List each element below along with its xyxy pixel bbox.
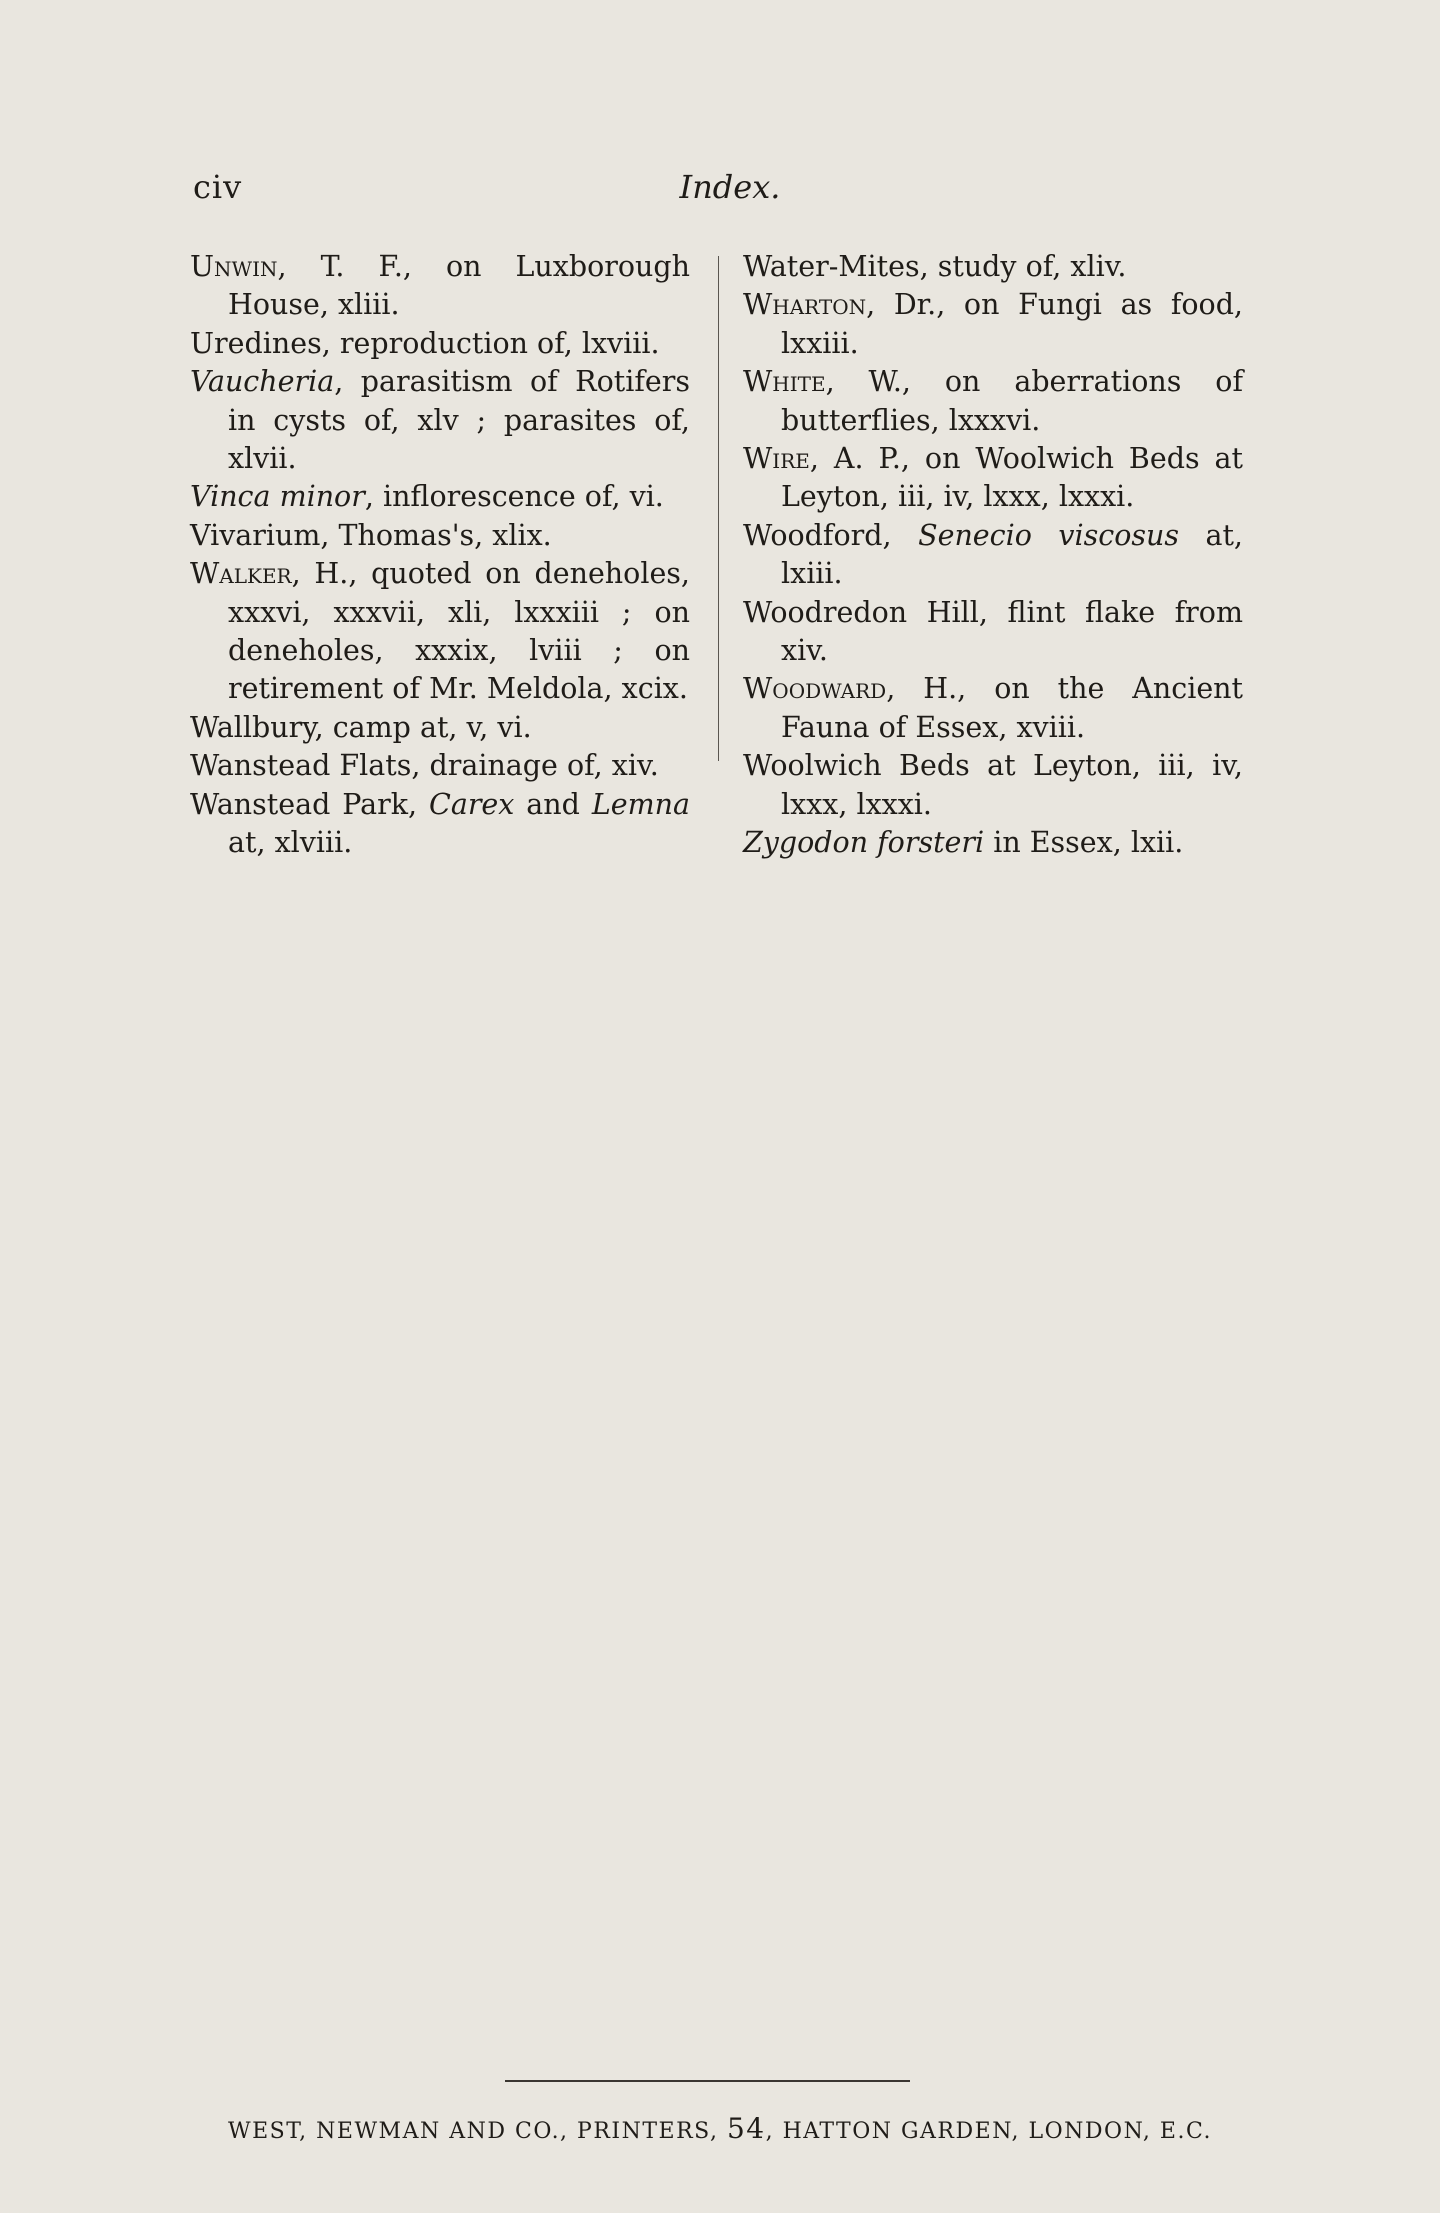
entry-rest: , H., quoted on deneholes, xxxvi, xxxvii, xli, lxxxiii ; on deneholes, xxxix, lviii ; on retirement of Mr. Meldola, xcix.	[228, 557, 690, 706]
imprint-after: , HATTON GARDEN, LONDON, E.C.	[765, 2119, 1213, 2144]
entry-it2: Lemna	[591, 787, 690, 821]
entry-sc: Walker	[190, 557, 292, 591]
page-number: civ	[193, 168, 243, 206]
entry-it: Senecio viscosus	[918, 518, 1179, 552]
footer-rule	[505, 2080, 910, 2082]
entry-rest: in Essex, lxii.	[984, 826, 1184, 860]
right-column	[743, 248, 1243, 863]
entry-rest: at, lxiii.	[781, 518, 1243, 591]
entry-it: Carex	[429, 787, 515, 821]
entry-rest: , Dr., on Fungi as food, lxxiii.	[781, 288, 1243, 360]
entry-text: Wanstead Flats, drainage of, xiv.	[190, 749, 659, 783]
imprint-before: WEST, NEWMAN AND CO., PRINTERS,	[227, 2119, 727, 2144]
index-entry	[190, 786, 690, 863]
entry-mid: and	[514, 787, 592, 821]
index-entry	[190, 555, 690, 709]
entry-rest: , inflorescence of, vi.	[364, 480, 664, 514]
index-entry	[190, 747, 690, 785]
index-entry	[743, 248, 1243, 286]
index-entry	[743, 440, 1243, 517]
index-entry	[743, 824, 1243, 862]
entry-pre: Woodford,	[743, 518, 919, 552]
index-entry	[190, 325, 690, 363]
index-entry	[743, 517, 1243, 594]
index-entry	[743, 363, 1243, 440]
entry-pre: Wanstead Park,	[190, 787, 430, 821]
entry-rest: , T. F., on Luxborough House, xliii.	[228, 250, 690, 322]
index-entry	[190, 248, 690, 325]
entry-sc: Woodward	[743, 672, 887, 706]
index-entry	[743, 670, 1243, 747]
entry-sc: Wharton	[743, 288, 867, 322]
index-entry	[743, 286, 1243, 363]
entry-rest: , W., on aberrations of butterflies, lxxxvi.	[781, 365, 1243, 437]
entry-text: Water-Mites, study of, xliv.	[743, 250, 1127, 283]
column-divider	[718, 256, 719, 761]
entry-text: Uredines, reproduction of, lxviii.	[190, 326, 660, 360]
page-header	[0, 168, 1440, 218]
entry-rest: , H., on the Ancient Fauna of Essex, xviii.	[781, 672, 1243, 744]
imprint-number: 54	[726, 2112, 766, 2145]
index-entry	[190, 478, 690, 516]
index-entry	[743, 747, 1243, 824]
running-title: Index.	[679, 168, 781, 206]
index-entry	[190, 517, 690, 555]
entry-sc: White	[743, 365, 826, 399]
index-columns	[190, 248, 1250, 860]
entry-rest: , A. P., on Woolwich Beds at Leyton, iii, iv, lxxx, lxxxi.	[781, 442, 1243, 514]
entry-rest: , parasitism of Rotifers in cysts of, xlv ; parasites of, xlvii.	[228, 365, 690, 476]
entry-sc: Wire	[743, 442, 810, 476]
entry-it: Vaucheria	[190, 365, 335, 399]
entry-text: Wallbury, camp at, v, vi.	[190, 710, 532, 744]
entry-text: Woolwich Beds at Leyton, iii, iv, lxxx, lxxxi.	[743, 749, 1243, 821]
index-entry	[190, 363, 690, 478]
entry-text: Vivarium, Thomas's, xlix.	[190, 518, 552, 552]
printer-imprint	[0, 2112, 1440, 2145]
left-column	[190, 248, 690, 863]
entry-text: Woodredon Hill, flint flake from xiv.	[743, 595, 1243, 668]
entry-sc: Unwin	[190, 250, 278, 283]
entry-it: Vinca minor	[190, 480, 365, 514]
entry-it: Zygodon forsteri	[743, 826, 985, 860]
entry-rest: at, xlviii.	[228, 826, 353, 860]
index-entry	[190, 709, 690, 747]
index-entry	[743, 594, 1243, 671]
